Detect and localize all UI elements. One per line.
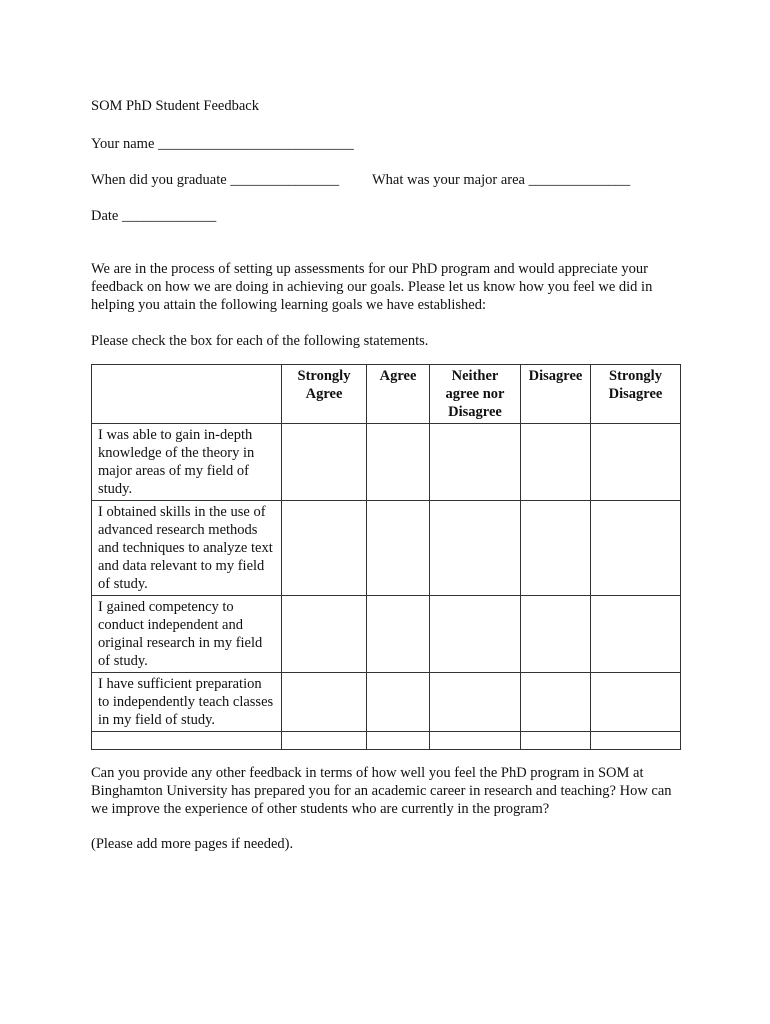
agree-box[interactable] <box>367 424 430 501</box>
feedback-table <box>91 364 681 750</box>
strongly-disagree-box[interactable] <box>591 596 681 673</box>
table-row <box>92 424 681 501</box>
disagree-box[interactable] <box>521 673 591 732</box>
table-row <box>92 732 681 750</box>
disagree-box[interactable] <box>521 501 591 596</box>
agree-box[interactable] <box>367 673 430 732</box>
strongly-agree-box[interactable] <box>282 732 367 750</box>
strongly-agree-box[interactable] <box>282 673 367 732</box>
graduate-field[interactable]: When did you graduate _______________ <box>91 172 340 188</box>
strongly-disagree-box[interactable] <box>591 673 681 732</box>
strongly-disagree-box[interactable] <box>591 501 681 596</box>
table-row <box>92 501 681 596</box>
strongly-disagree-box[interactable] <box>591 424 681 501</box>
table-row <box>92 596 681 673</box>
statement-text <box>92 732 282 750</box>
agree-box[interactable] <box>367 501 430 596</box>
closing-note: (Please add more pages if needed). <box>91 836 294 852</box>
table-header-row <box>92 365 681 424</box>
intro-paragraph: We are in the process of setting up assessments for our PhD program and would appreciate your feedback on how we are doing in achieving our goals. Please let us know how you feel we did in helping you attain the following learning goals we have established: <box>91 261 653 313</box>
major-area-field[interactable]: What was your major area ______________ <box>372 172 631 188</box>
column-header <box>92 365 282 424</box>
statement-text: I obtained skills in the use of advanced research methods and techniques to analyze text and data relevant to my field of study. <box>92 501 282 596</box>
page-title: SOM PhD Student Feedback <box>91 98 259 114</box>
instruction-text: Please check the box for each of the following statements. <box>91 333 429 349</box>
neither-box[interactable] <box>430 596 521 673</box>
neither-box[interactable] <box>430 673 521 732</box>
name-field[interactable]: Your name ___________________________ <box>91 136 354 152</box>
strongly-disagree-box[interactable] <box>591 732 681 750</box>
column-header-neither: Neither agree nor Disagree <box>430 365 521 424</box>
column-header-strongly-agree: Strongly Agree <box>282 365 367 424</box>
strongly-agree-box[interactable] <box>282 424 367 501</box>
strongly-agree-box[interactable] <box>282 596 367 673</box>
disagree-box[interactable] <box>521 424 591 501</box>
agree-box[interactable] <box>367 596 430 673</box>
disagree-box[interactable] <box>521 732 591 750</box>
date-field[interactable]: Date _____________ <box>91 208 217 224</box>
neither-box[interactable] <box>430 732 521 750</box>
neither-box[interactable] <box>430 424 521 501</box>
closing-question: Can you provide any other feedback in terms of how well you feel the PhD program in SOM at Binghamton University has prepared you for an academic career in research and teaching? How can we improve the experience of other students who are currently in the program? <box>91 765 672 817</box>
statement-text: I have sufficient preparation to independently teach classes in my field of study. <box>92 673 282 732</box>
disagree-box[interactable] <box>521 596 591 673</box>
column-header-disagree: Disagree <box>521 365 591 424</box>
table-row <box>92 673 681 732</box>
column-header-agree: Agree <box>367 365 430 424</box>
agree-box[interactable] <box>367 732 430 750</box>
column-header-strongly-disagree: Strongly Disagree <box>591 365 681 424</box>
statement-text: I gained competency to conduct independent and original research in my field of study. <box>92 596 282 673</box>
statement-text: I was able to gain in-depth knowledge of the theory in major areas of my field of study. <box>92 424 282 501</box>
neither-box[interactable] <box>430 501 521 596</box>
strongly-agree-box[interactable] <box>282 501 367 596</box>
